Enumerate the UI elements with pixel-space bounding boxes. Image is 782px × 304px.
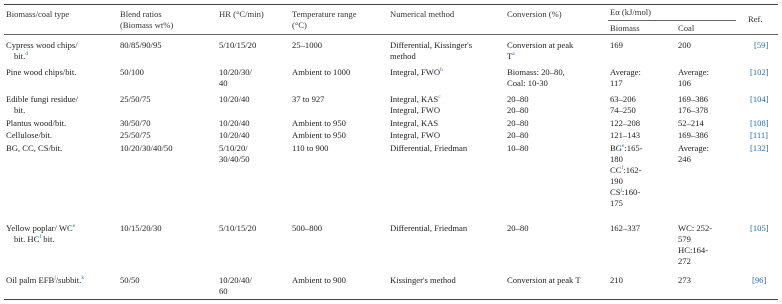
header-numerical-method: Numerical method: [390, 9, 455, 19]
r6-ref-link[interactable]: [132]: [750, 143, 769, 153]
r2-ea-coal: Average:: [678, 67, 709, 77]
r7-ea-coal-hc-cont: 272: [678, 256, 691, 266]
header-ref: Ref.: [748, 14, 763, 24]
r1-method-cont: method: [390, 51, 416, 61]
r6-ea-biomass-bg: $BG^e:165-$: [610, 143, 643, 153]
r7-method: Differential, Friedman: [390, 223, 468, 233]
r5-method: Integral, FWO: [390, 130, 441, 140]
r1-type-cont: bit.$^d$: [14, 51, 28, 61]
r3-type: Edible fungi residue/: [6, 94, 79, 104]
r3-ea-biomass-2: 74–250: [610, 105, 636, 115]
r3-blend: 25/50/75: [120, 94, 151, 104]
r2-ea-coal-cont: 106: [678, 78, 691, 88]
r6-ea-biomass-cs-cont: 175: [610, 198, 623, 208]
r8-hr: 10/20/40/: [219, 275, 252, 285]
r3-method: Integral, KAS$^c$: [390, 94, 441, 104]
r6-ea-biomass-cc: $CC^f:162-$: [610, 165, 642, 175]
r3-ea-coal: 169–386: [678, 94, 709, 104]
r1-conversion: Conversion at peak: [507, 40, 574, 50]
r6-ea-coal: Average:: [678, 143, 709, 153]
r1-blend: 80/85/90/95: [120, 40, 162, 50]
r2-method: Integral, FWO$^b$: [390, 67, 443, 77]
r3-ref-link[interactable]: [104]: [750, 94, 769, 104]
r3-type-cont: bit.: [14, 105, 26, 115]
r2-ea-biomass: Average:: [610, 67, 641, 77]
r7-ea-coal-hc: HC:164-: [678, 245, 709, 255]
r4-ea-biomass: 122–208: [610, 118, 641, 128]
r6-blend: 10/20/30/40/50: [120, 143, 173, 153]
r4-ref-link[interactable]: [108]: [750, 118, 769, 128]
r6-ea-biomass-cs: $CS^j:160-$: [610, 187, 641, 197]
r5-hr: 10/20/40: [219, 130, 250, 140]
r8-ea-coal: 273: [678, 275, 691, 285]
r1-method: Differential, Kissinger's: [390, 40, 473, 50]
r4-type: Plantus wood/bit.: [6, 118, 67, 128]
r2-type: Pine wood chips/bit.: [6, 67, 77, 77]
header-temperature-unit: (°C): [292, 20, 307, 30]
r1-type: Cypress wood chips/: [6, 40, 78, 50]
r2-ref-link[interactable]: [102]: [750, 67, 769, 77]
r5-type: Cellulose/bit.: [6, 130, 53, 140]
r5-ea-coal: 169–386: [678, 130, 709, 140]
r2-blend: 50/100: [120, 67, 144, 77]
r7-type-cont: bit. $HC^f$ bit.: [14, 234, 55, 244]
r3-ea-coal-2: 176–378: [678, 105, 709, 115]
r1-conversion-cont: $T^a$: [507, 51, 515, 61]
r8-blend: 50/50: [120, 275, 140, 285]
r8-ea-biomass: 210: [610, 275, 623, 285]
r6-type: BG, CC, CS/bit.: [6, 143, 63, 153]
header-temperature-range: Temperature range: [292, 9, 357, 19]
r3-hr: 10/20/40: [219, 94, 250, 104]
header-bottom-rule: [4, 34, 778, 35]
r7-temp: 500–800: [292, 223, 323, 233]
r6-temp: 110 to 900: [292, 143, 329, 153]
r3-method-2: Integral, FWO: [390, 105, 441, 115]
r8-hr-cont: 60: [219, 286, 228, 296]
r7-ea-coal-wc-cont: 579: [678, 234, 691, 244]
r1-ea-biomass: 169: [610, 40, 623, 50]
r4-hr: 10/20/40: [219, 118, 250, 128]
r6-method: Differential, Friedman: [390, 143, 468, 153]
r4-blend: 30/50/70: [120, 118, 151, 128]
r2-conversion-cont: Coal: 10-30: [507, 78, 548, 88]
r7-ref-link[interactable]: [105]: [750, 223, 769, 233]
r7-ea-biomass: 162–337: [610, 223, 641, 233]
r5-ref-link[interactable]: [111]: [750, 130, 768, 140]
header-ea-coal: Coal: [678, 23, 695, 33]
r6-hr: 5/10/20/: [219, 143, 248, 153]
header-activation-energy: Eα (kJ/mol): [610, 7, 652, 17]
r2-temp: Ambient to 1000: [292, 67, 351, 77]
r7-type: Yellow poplar/ $WC^e$: [6, 223, 76, 233]
header-ea-biomass: Biomass: [610, 23, 640, 33]
r2-hr-cont: 40: [219, 78, 228, 88]
r3-conversion: 20–80: [507, 94, 529, 104]
r3-conversion-2: 20–80: [507, 105, 529, 115]
header-blend-ratios: Blend ratios: [120, 9, 162, 19]
r8-method: Kissinger's method: [390, 275, 456, 285]
r2-hr: 10/20/30/: [219, 67, 252, 77]
r5-temp: Ambient to 950: [292, 130, 346, 140]
r5-conversion: 20–80: [507, 130, 529, 140]
r8-type: Oil palm EFB$^j$/subbit.$^k$: [6, 275, 85, 285]
r6-ea-coal-cont: 246: [678, 154, 691, 164]
r6-ea-biomass-cc-cont: 190: [610, 176, 623, 186]
r2-ea-biomass-cont: 117: [610, 78, 623, 88]
r5-blend: 25/50/75: [120, 130, 151, 140]
r4-ea-coal: 52–214: [678, 118, 704, 128]
r7-hr: 5/10/15/20: [219, 223, 257, 233]
r2-conversion: Biomass: 20–80,: [507, 67, 565, 77]
r1-hr: 5/10/15/20: [219, 40, 257, 50]
r7-ea-coal-wc: WC: 252-: [678, 223, 713, 233]
r3-ea-biomass: 63–206: [610, 94, 636, 104]
r6-hr-cont: 30/40/50: [219, 154, 250, 164]
table-bottom-rule: [4, 299, 778, 300]
r7-blend: 10/15/20/30: [120, 223, 162, 233]
header-heating-rate: HR (°C/min): [219, 9, 264, 19]
r4-conversion: 20–80: [507, 118, 529, 128]
r5-ea-biomass: 121–143: [610, 130, 641, 140]
r6-ea-biomass-bg-cont: 180: [610, 154, 623, 164]
r4-method: Integral, KAS: [390, 118, 439, 128]
r6-conversion: 10–80: [507, 143, 529, 153]
table-top-rule: [4, 4, 778, 5]
r8-temp: Ambient to 900: [292, 275, 346, 285]
r8-ref-link[interactable]: [96]: [752, 275, 767, 285]
r7-conversion: 20–80: [507, 223, 529, 233]
header-blend-ratios-unit: (Biomass wt%): [120, 20, 174, 30]
r8-conversion: Conversion at peak T: [507, 275, 581, 285]
ea-subheader-rule: [608, 20, 736, 21]
header-biomass-coal-type: Biomass/coal type: [6, 9, 70, 19]
r1-ea-coal: 200: [678, 40, 691, 50]
header-conversion: Conversion (%): [507, 9, 562, 19]
r4-temp: Ambient to 950: [292, 118, 346, 128]
r3-temp: 37 to 927: [292, 94, 325, 104]
r1-temp: 25–1000: [292, 40, 323, 50]
r1-ref-link[interactable]: [59]: [754, 40, 769, 50]
